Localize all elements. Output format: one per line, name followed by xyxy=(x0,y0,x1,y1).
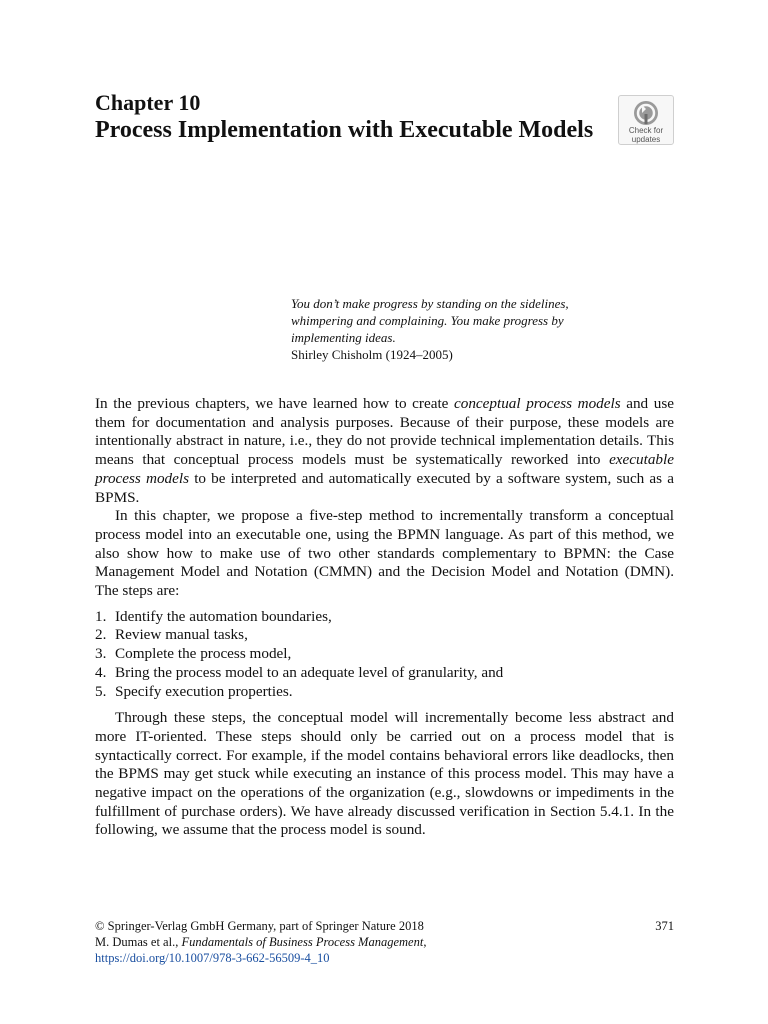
list-item xyxy=(95,645,674,664)
list-item xyxy=(95,664,674,683)
term-executable-process-models: executable process models xyxy=(95,451,674,487)
list-item-text: Complete the process model, xyxy=(115,645,292,663)
list-item-text: Identify the automation boundaries, xyxy=(115,607,332,625)
copyright-notice: © Springer-Verlag GmbH Germany, part of Springer Nature 2018 xyxy=(95,919,424,933)
chapter-label: Chapter 10 xyxy=(95,90,201,115)
citation xyxy=(95,934,674,950)
list-item xyxy=(95,608,674,627)
term-conceptual-process-models: conceptual process models xyxy=(453,395,621,412)
check-for-updates-icon xyxy=(633,100,659,126)
page-number: 371 xyxy=(655,919,674,933)
paragraph-1 xyxy=(95,395,674,507)
paragraph-3: Through these steps, the conceptual model will incrementally become less abstract and more IT-oriented. These steps should only be carried out on a process model that is syntactically correct. For example, if the model contains behavioral errors like deadlocks, then the BPMS may get stuck while executing an instance of this process model. This may have a negative impact on the operations of the organization (e.g., slowdowns or impediments in the fulfillment of purchase orders). We have already discussed verification in Section 5.4.1. In the following, we assume that the process model is sound. xyxy=(95,709,674,839)
list-item-number: 2. xyxy=(95,626,107,644)
citation-end: , xyxy=(423,935,427,949)
check-for-updates-badge[interactable] xyxy=(618,95,674,145)
doi-link[interactable]: https://doi.org/10.1007/978-3-662-56509-4_10 xyxy=(95,951,330,965)
list-item xyxy=(95,683,674,702)
paragraph-1-part-c: and use them for documentation and analysis purposes. Because of their purpose, these models are intentionally abstract in nature, i.e., they do not provide technical implementation details. This means that conceptual process models must be systematically reworked into xyxy=(95,395,674,469)
page-footer xyxy=(95,918,674,966)
paragraph-2: In this chapter, we propose a five-step method to incrementally transform a conceptual process model into an executable one, using the BPMN language. As part of this method, we also show how to make use of two other standards complementary to BPMN: the Case Management Model and Notation (CMMN) and the Decision Model and Notation (DMN). The steps are: xyxy=(95,507,674,600)
list-item-number: 4. xyxy=(95,663,107,681)
citation-authors: M. Dumas et al., xyxy=(95,935,182,949)
list-item-number: 1. xyxy=(95,607,107,625)
paragraph-1-part-e: to be interpreted and automatically executed by a software system, such as a BPMS. xyxy=(95,469,674,506)
epigraph-quote: You don’t make progress by standing on the sidelines, whimpering and complaining. You make progress by implementing ideas. xyxy=(291,296,569,345)
list-item-text: Bring the process model to an adequate level of granularity, and xyxy=(115,663,504,681)
list-item xyxy=(95,626,674,645)
list-item-text: Specify execution properties. xyxy=(115,682,293,700)
epigraph xyxy=(291,295,631,363)
list-item-text: Review manual tasks, xyxy=(115,626,248,644)
body-text xyxy=(95,395,674,840)
badge-text-line1: Check for xyxy=(628,126,664,135)
chapter-title: Process Implementation with Executable Models xyxy=(95,117,594,143)
citation-book-title: Fundamentals of Business Process Management xyxy=(181,935,424,949)
list-item-number: 3. xyxy=(95,645,107,663)
steps-list xyxy=(95,608,674,702)
list-item-number: 5. xyxy=(95,682,107,700)
badge-text-line2: updates xyxy=(631,135,661,144)
epigraph-author: Shirley Chisholm (1924–2005) xyxy=(291,347,453,362)
paragraph-1-part-a: In the previous chapters, we have learned how to create xyxy=(95,395,454,412)
